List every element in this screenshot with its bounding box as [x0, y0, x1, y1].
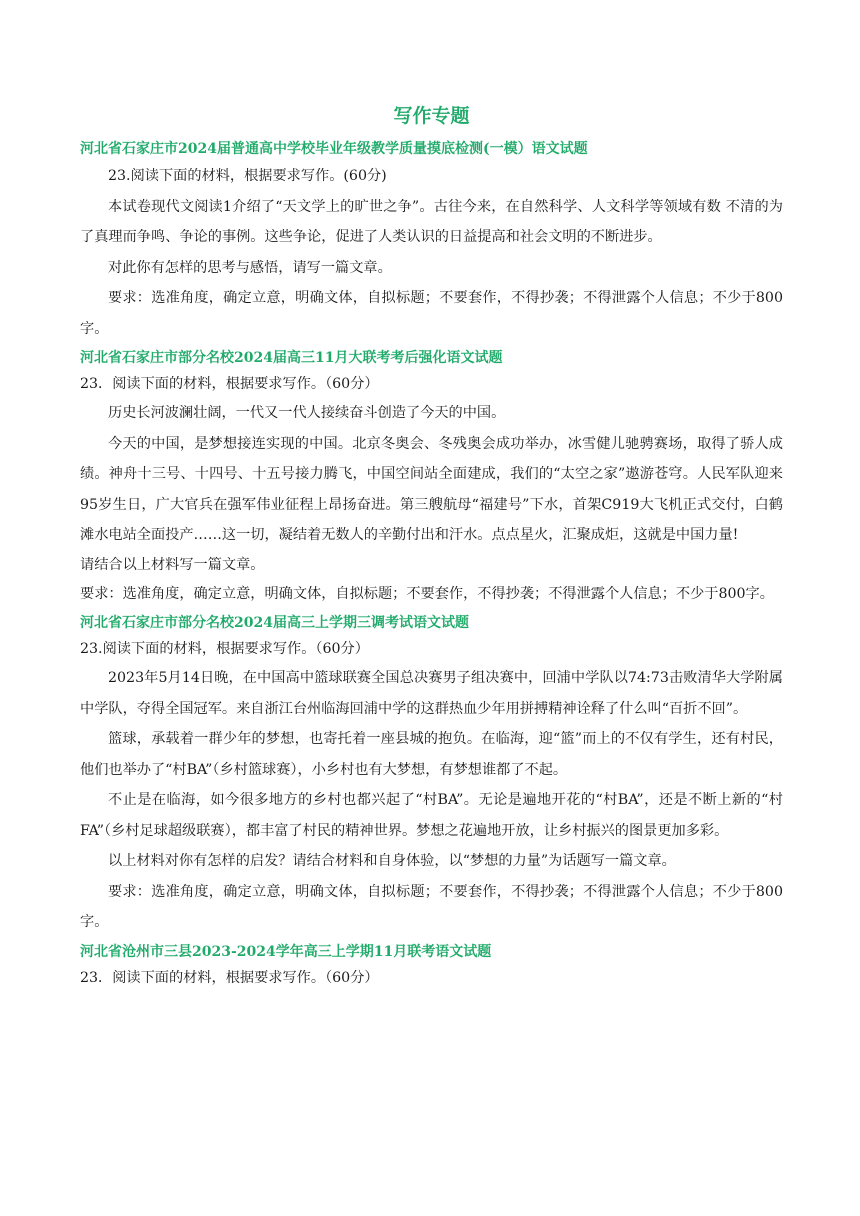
prompt-paragraph: 以上材料对你有怎样的启发？请结合材料和自身体验，以“梦想的力量”为话题写一篇文章。	[108, 853, 676, 869]
requirements-paragraph: 要求：选准角度，确定立意，明确文体，自拟标题；不要套作，不得抄袭；不得泄露个人信息；不少于800字。	[80, 290, 783, 337]
material-paragraph: 本试卷现代文阅读1介绍了“天文学上的旷世之争”。古往今来，在自然科学、人文科学等领域有数 不清的为了真理而争鸣、争论的事例。这些争论，促进了人类认识的日益提高和社会文明的不断进步。	[80, 198, 783, 245]
question-heading: 23．阅读下面的材料，根据要求写作。（60分）	[80, 376, 379, 392]
exam-source-title: 河北省石家庄市2024届普通高中学校毕业年级教学质量摸底检测(一模）语文试题	[80, 141, 588, 157]
prompt-paragraph: 对此你有怎样的思考与感悟，请写一篇文章。	[108, 259, 392, 276]
question-heading: 23．阅读下面的材料，根据要求写作。（60分）	[80, 969, 379, 986]
page-title: 写作专题	[393, 105, 470, 127]
question-heading: 23.阅读下面的材料，根据要求写作。(60分)	[108, 168, 387, 184]
prompt-paragraph: 请结合以上材料写一篇文章。	[80, 556, 265, 573]
material-paragraph: 篮球，承载着一群少年的梦想，也寄托着一座县城的抱负。在临海，迎“篮”而上的不仅有学生，还有村民，他们也举办了“村BA”（乡村篮球赛），小乡村也有大梦想，有梦想谁都了不起。	[80, 731, 783, 778]
exam-section-3	[80, 611, 783, 938]
exam-source-title: 河北省沧州市三县2023-2024学年高三上学期11月联考语文试题	[80, 943, 492, 960]
exam-section-2	[80, 346, 783, 609]
material-paragraph: 今天的中国，是梦想接连实现的中国。北京冬奥会、冬残奥会成功举办，冰雪健儿驰骋赛场，取得了骄人成绩。神舟十三号、十四号、十五号接力腾飞，中国空间站全面建成，我们的“太空之家”遨游苍穹。人民军队迎来95岁生日，广大官兵在强军伟业征程上昂扬奋进。第三艘航母“福建号”下水，首架C919大飞机正式交付，白鹤滩水电站全面投产……这一切，凝结着无数人的辛勤付出和汗水。点点星火，汇聚成炬，这就是中国力量!	[80, 435, 783, 543]
requirements-paragraph: 要求：选准角度，确定立意，明确文体，自拟标题；不要套作，不得抄袭；不得泄露个人信息；不少于800字。	[80, 585, 774, 602]
material-paragraph: 2023年5月14日晚，在中国高中篮球联赛全国总决赛男子组决赛中，回浦中学队以74:73击败清华大学附属中学队，夺得全国冠军。来自浙江台州临海回浦中学的这群热血少年用拼搏精神诠释了什么叫“百折不回”。	[80, 670, 783, 717]
exam-source-title: 河北省石家庄市部分名校2024届高三上学期三调考试语文试题	[80, 615, 469, 631]
material-paragraph: 历史长河波澜壮阔，一代又一代人接续奋斗创造了今天的中国。	[108, 405, 506, 421]
exam-section-4	[80, 940, 783, 992]
exam-source-title: 河北省石家庄市部分名校2024届高三11月大联考考后强化语文试题	[80, 350, 503, 366]
requirements-paragraph: 要求：选准角度，确定立意，明确文体，自拟标题；不要套作，不得抄袭；不得泄露个人信息；不少于800字。	[80, 883, 783, 930]
material-paragraph: 不止是在临海，如今很多地方的乡村也都兴起了“村BA”。无论是遍地开花的“村BA”，还是不断上新的“村FA”（乡村足球超级联赛），都丰富了村民的精神世界。梦想之花遍地开放，让乡村振兴的图景更加多彩。	[80, 792, 783, 839]
exam-section-1	[80, 137, 783, 344]
document-page	[80, 98, 783, 994]
question-heading: 23.阅读下面的材料，根据要求写作。（60分）	[80, 641, 369, 657]
